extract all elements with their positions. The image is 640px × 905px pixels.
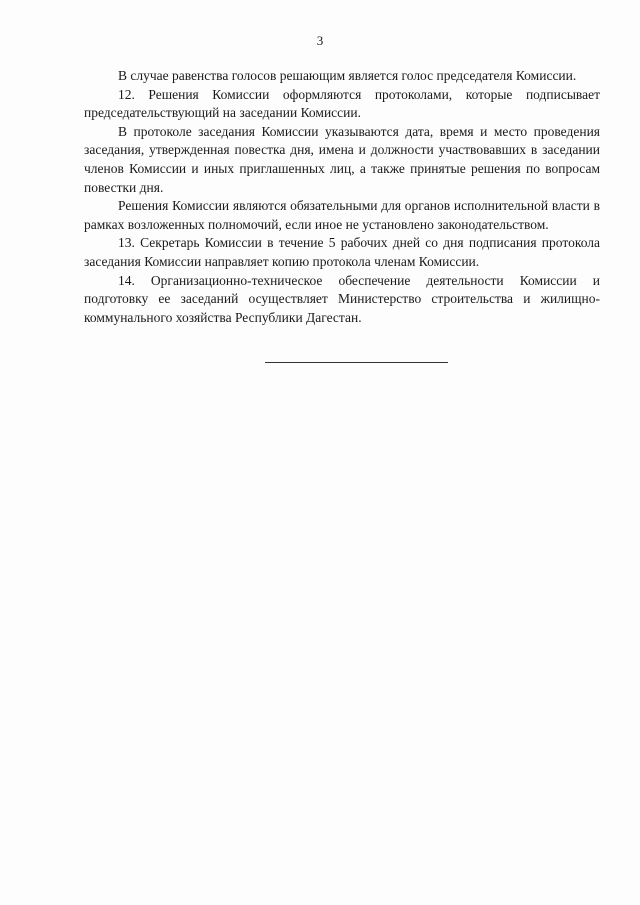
paragraph-decisions-binding: Решения Комиссии являются обязательными для органов исполнительной власти в рамках возложенных полномочий, если иное не установлено законодательством.: [84, 198, 600, 232]
paragraph-14-support: 14. Организационно-техническое обеспечение деятельности Комиссии и подготовку ее заседаний осуществляет Министерство строительства и жилищно-коммунального хозяйства Республики Дагестан.: [84, 272, 600, 325]
paragraph-tie-vote: В случае равенства голосов решающим является голос председателя Комиссии.: [118, 68, 577, 83]
page-number: 3: [316, 33, 324, 48]
paragraph-12-protocols: 12. Решения Комиссии оформляются протоколами, которые подписывает председательствующий на заседании Комиссии.: [84, 86, 600, 121]
paragraph-protocol-contents: В протоколе заседания Комиссии указываются дата, время и место проведения заседания, утвержденная повестка дня, имена и должности участвовавших в заседании членов Комиссии и иных приглашенных лиц, а также принятые решения по вопросам повестки дня.: [84, 123, 600, 195]
document-body: [84, 67, 600, 327]
paragraph-13-secretary: 13. Секретарь Комиссии в течение 5 рабочих дней со дня подписания протокола заседания Комиссии направляет копию протокола членам Комиссии.: [84, 235, 600, 269]
closing-divider-line: [265, 362, 448, 363]
